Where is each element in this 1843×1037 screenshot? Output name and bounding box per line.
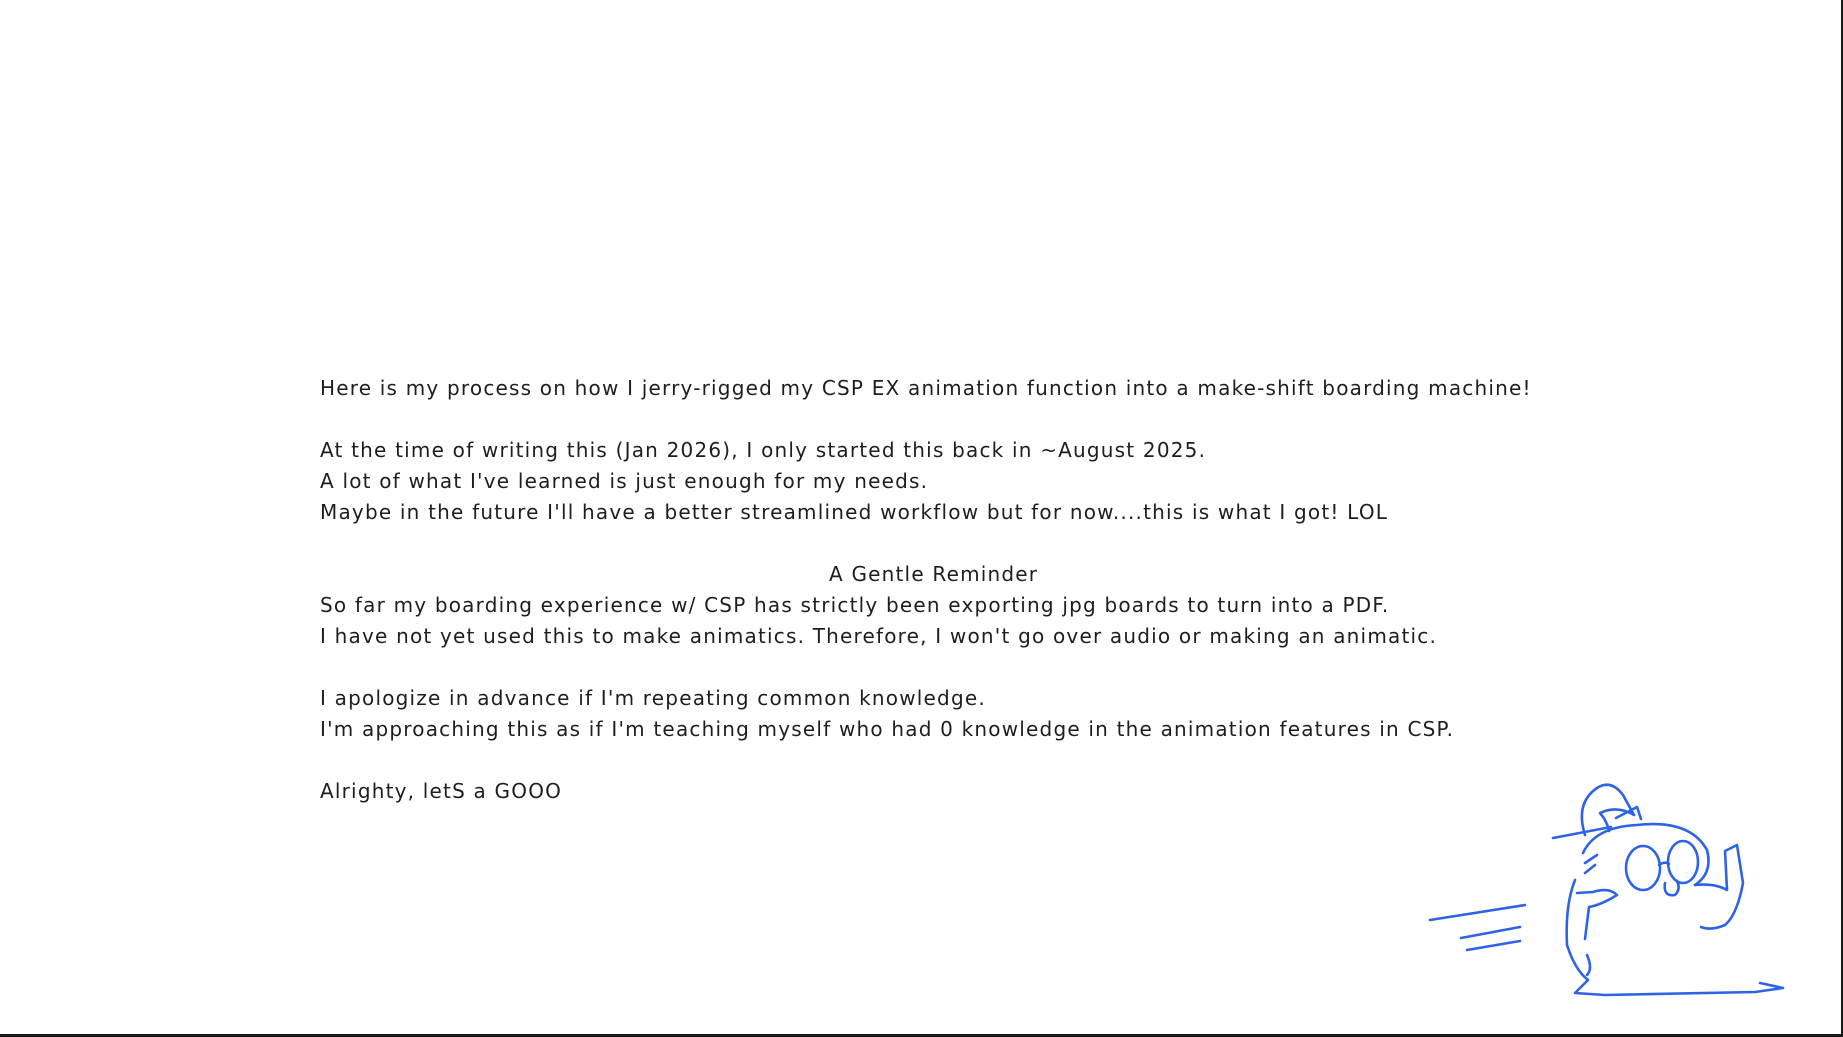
cat-body: [1567, 880, 1783, 995]
reminder-line-2: I have not yet used this to make animatics. Therefore, I won't go over audio or making an animatic.: [320, 624, 1438, 648]
running-cat-doodle-icon: [1425, 755, 1785, 1005]
speed-line-3: [1467, 941, 1520, 950]
background-line-2: A lot of what I've learned is just enough for my needs.: [320, 469, 929, 493]
spacer: [320, 745, 1560, 776]
spacer: [320, 528, 1560, 559]
cat-leg: [1587, 955, 1590, 975]
cat-eye-left: [1626, 846, 1660, 890]
cat-arm-left: [1577, 890, 1617, 939]
reminder-line-1: So far my boarding experience w/ CSP has strictly been exporting jpg boards to turn into a PDF.: [320, 593, 1390, 617]
reminder-heading: A Gentle Reminder: [829, 562, 1039, 586]
closing-line: Alrighty, letS a GOOO: [320, 779, 563, 803]
cat-arm-right: [1695, 845, 1743, 929]
speed-line-2: [1461, 927, 1520, 938]
speed-line-1: [1430, 905, 1525, 920]
cat-eye-right: [1668, 841, 1698, 883]
cat-cheek-marks: [1585, 855, 1597, 873]
background-line-1: At the time of writing this (Jan 2026), I only started this back in ~August 2025.: [320, 438, 1207, 462]
slide-text: [320, 373, 1560, 807]
spacer: [320, 404, 1560, 435]
intro-line: Here is my process on how I jerry-rigged my CSP EX animation function into a make-shift boarding machine!: [320, 376, 1532, 400]
cat-head: [1583, 824, 1709, 885]
apology-line-1: I apologize in advance if I'm repeating common knowledge.: [320, 686, 986, 710]
apology-line-2: I'm approaching this as if I'm teaching myself who had 0 knowledge in the animation features in CSP.: [320, 717, 1455, 741]
cat-mouth: [1665, 881, 1679, 895]
spacer: [320, 652, 1560, 683]
background-line-3: Maybe in the future I'll have a better streamlined workflow but for now....this is what I got! LOL: [320, 500, 1389, 524]
